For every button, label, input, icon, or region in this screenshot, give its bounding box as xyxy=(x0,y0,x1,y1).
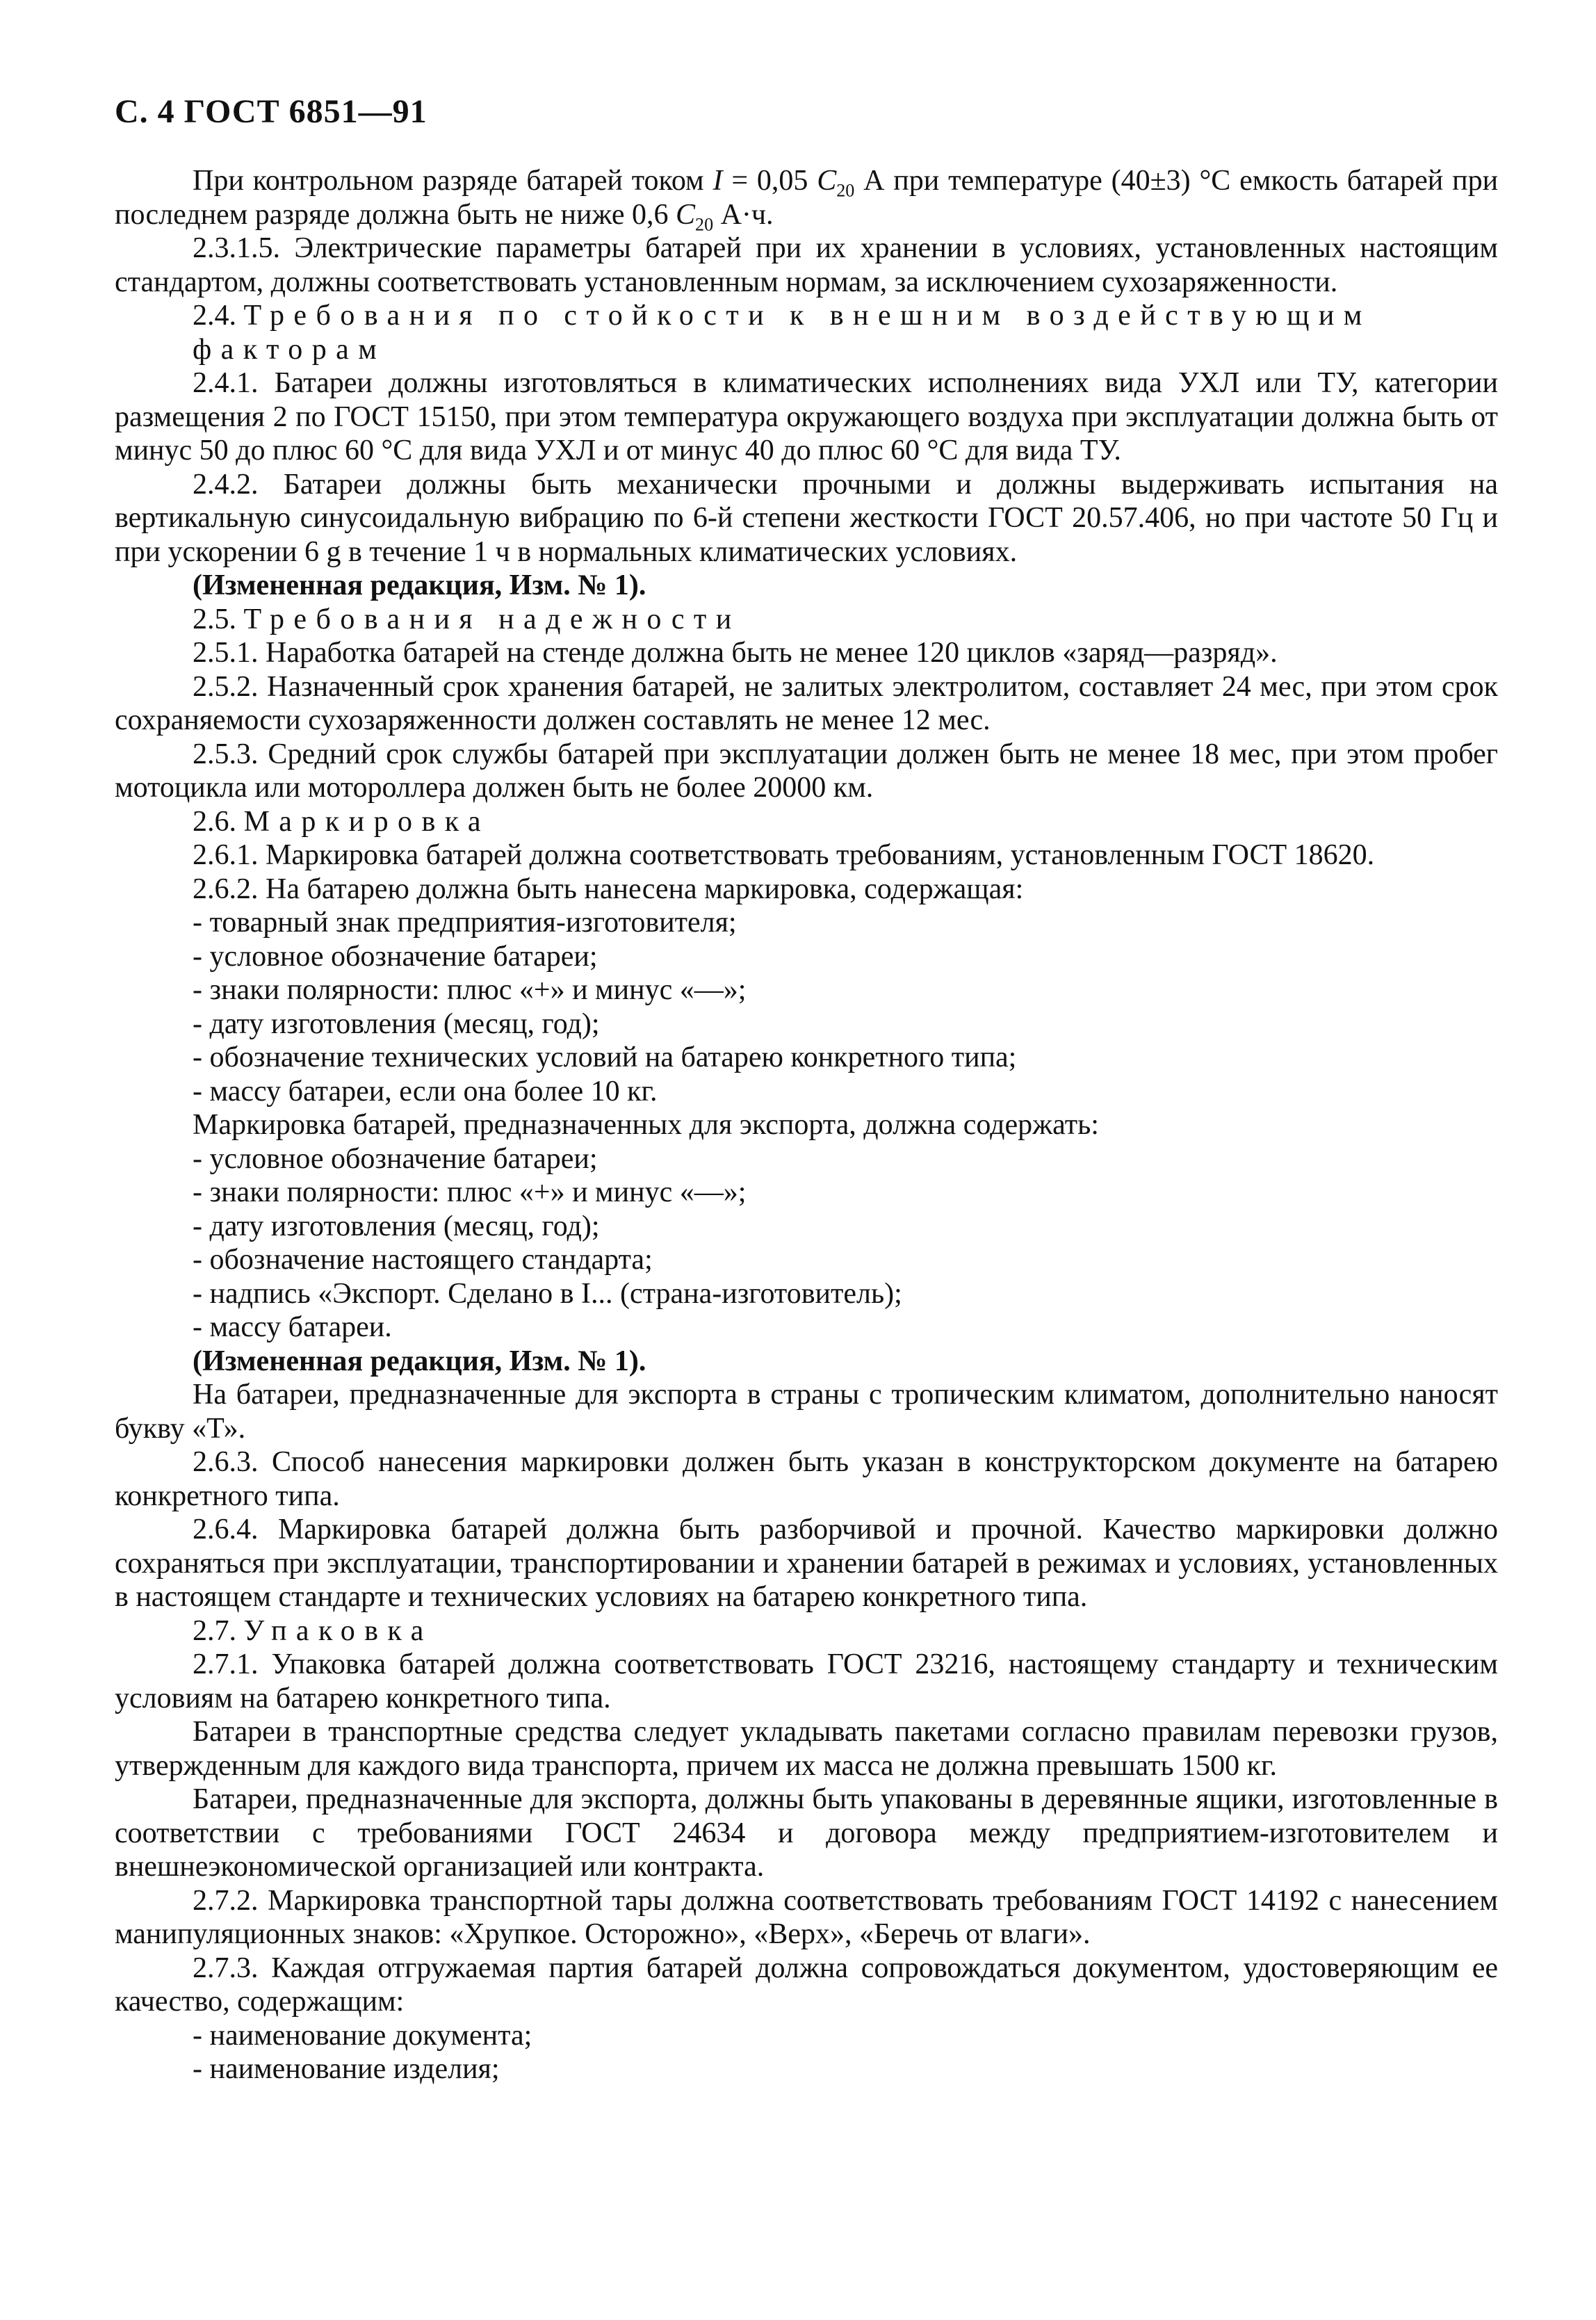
list-item: - надпись «Экспорт. Сделано в I... (страна-изготовитель); xyxy=(193,1277,902,1310)
paragraph-2-6-4: 2.6.4. Маркировка батарей должна быть разборчивой и прочной. Качество маркировки должно сохраняться при эксплуатации, транспортировании и хранении батарей в режимах и условиях, установленных в настоящем стандарте и технических условиях на батарею конкретного типа. xyxy=(115,1514,1498,1613)
paragraph-transport: Батареи в транспортные средства следует укладывать пакетами согласно правилам перевозки грузов, утвержденным для каждого вида транспорта, причем их масса не должна превышать 1500 кг. xyxy=(115,1716,1498,1782)
page-header: С. 4 ГОСТ 6851—91 xyxy=(115,93,427,130)
document-body xyxy=(115,164,1498,2086)
paragraph-2-7-2: 2.7.2. Маркировка транспортной тары должна соответствовать требованиям ГОСТ 14192 с нанесением манипуляционных знаков: «Хрупкое. Осторожно», «Верх», «Беречь от влаги». xyxy=(115,1884,1498,1950)
list-item: - обозначение настоящего стандарта; xyxy=(193,1244,653,1276)
paragraph-2-6-1: 2.6.1. Маркировка батарей должна соответствовать требованиям, установленным ГОСТ 18620. xyxy=(193,839,1375,871)
paragraph-export-intro: Маркировка батарей, предназначенных для экспорта, должна содержать: xyxy=(193,1109,1099,1141)
list-item: - обозначение технических условий на батарею конкретного типа; xyxy=(193,1041,1017,1073)
paragraph-2-4-2: 2.4.2. Батареи должны быть механически прочными и должны выдерживать испытания на вертикальную синусоидальную вибрацию по 6-й степени жесткости ГОСТ 20.57.406, но при частоте 50 Гц и при ускорении 6 g в течение 1 ч в нормальных климатических условиях. xyxy=(115,468,1498,568)
list-item: - знаки полярности: плюс «+» и минус «—»; xyxy=(193,1176,747,1208)
list-item: - дату изготовления (месяц, год); xyxy=(193,1210,600,1242)
list-item: - условное обозначение батареи; xyxy=(193,940,598,973)
paragraph-tropic: На батареи, предназначенные для экспорта в страны с тропическим климатом, дополнительно наносят букву «Т». xyxy=(115,1379,1498,1445)
amendment-note: (Измененная редакция, Изм. № 1). xyxy=(193,1345,646,1377)
paragraph-2-7-1: 2.7.1. Упаковка батарей должна соответствовать ГОСТ 23216, настоящему стандарту и техническим условиям на батарею конкретного типа. xyxy=(115,1648,1498,1714)
list-item: - наименование документа; xyxy=(193,2019,532,2052)
list-item: - товарный знак предприятия-изготовителя; xyxy=(193,907,737,939)
list-item: - условное обозначение батареи; xyxy=(193,1142,598,1175)
paragraph-2-5-2: 2.5.2. Назначенный срок хранения батарей, не залитых электролитом, составляет 24 мес, при этом срок сохраняемости сухозаряженности должен составлять не менее 12 мес. xyxy=(115,670,1498,736)
list-item: - знаки полярности: плюс «+» и минус «—»; xyxy=(193,974,747,1006)
list-item: - массу батареи. xyxy=(193,1311,392,1343)
amendment-note: (Измененная редакция, Изм. № 1). xyxy=(193,569,646,601)
list-item: - дату изготовления (месяц, год); xyxy=(193,1007,600,1040)
paragraph-2-7-3: 2.7.3. Каждая отгружаемая партия батарей должна сопровождаться документом, удостоверяющим ее качество, содержащим: xyxy=(115,1952,1498,2018)
paragraph-2-6-2: 2.6.2. На батарею должна быть нанесена маркировка, содержащая: xyxy=(193,873,1024,905)
paragraph-2-5-3: 2.5.3. Средний срок службы батарей при эксплуатации должен быть не менее 18 мес, при этом пробег мотоцикла или мотороллера должен быть не более 20000 км. xyxy=(115,738,1498,804)
section-heading-2-4: 2.4. Требования по стойкости к внешним воздействующим факторам xyxy=(193,300,1371,366)
list-item: - наименование изделия; xyxy=(193,2053,500,2085)
paragraph-2-4-1: 2.4.1. Батареи должны изготовляться в климатических исполнениях вида УХЛ или ТУ, категории размещения 2 по ГОСТ 15150, при этом температура окружающего воздуха при эксплуатации должна быть от минус 50 до плюс 60 °С для вида УХЛ и от минус 40 до плюс 60 °С для вида ТУ. xyxy=(115,367,1498,467)
paragraph-2-3-1-5: 2.3.1.5. Электрические параметры батарей при их хранении в условиях, установленных настоящим стандартом, должны соответствовать установленным нормам, за исключением сухозаряженности. xyxy=(115,232,1498,298)
paragraph-export-pack: Батареи, предназначенные для экспорта, должны быть упакованы в деревянные ящики, изготовленные в соответствии с требованиями ГОСТ 24634 и договора между предприятием-изготовителем и внешнеэкономической организацией или контракта. xyxy=(115,1783,1498,1883)
section-heading-2-7: 2.7. Упаковка xyxy=(193,1614,433,1647)
section-heading-2-6: 2.6. Маркировка xyxy=(193,805,491,838)
paragraph-discharge: При контрольном разряде батарей током I = 0,05 $C_{20}$ А при температуре (40±3) °С емкость батарей при последнем разряде должна быть не ниже 0,6 $C_{20}$ А·ч. xyxy=(115,165,1499,234)
list-item: - массу батареи, если она более 10 кг. xyxy=(193,1075,658,1108)
paragraph-2-6-3: 2.6.3. Способ нанесения маркировки должен быть указан в конструкторском документе на батарею конкретного типа. xyxy=(115,1446,1498,1512)
section-heading-2-5: 2.5. Требования надежности xyxy=(193,603,741,635)
paragraph-2-5-1: 2.5.1. Наработка батарей на стенде должна быть не менее 120 циклов «заряд—разряд». xyxy=(193,637,1278,669)
